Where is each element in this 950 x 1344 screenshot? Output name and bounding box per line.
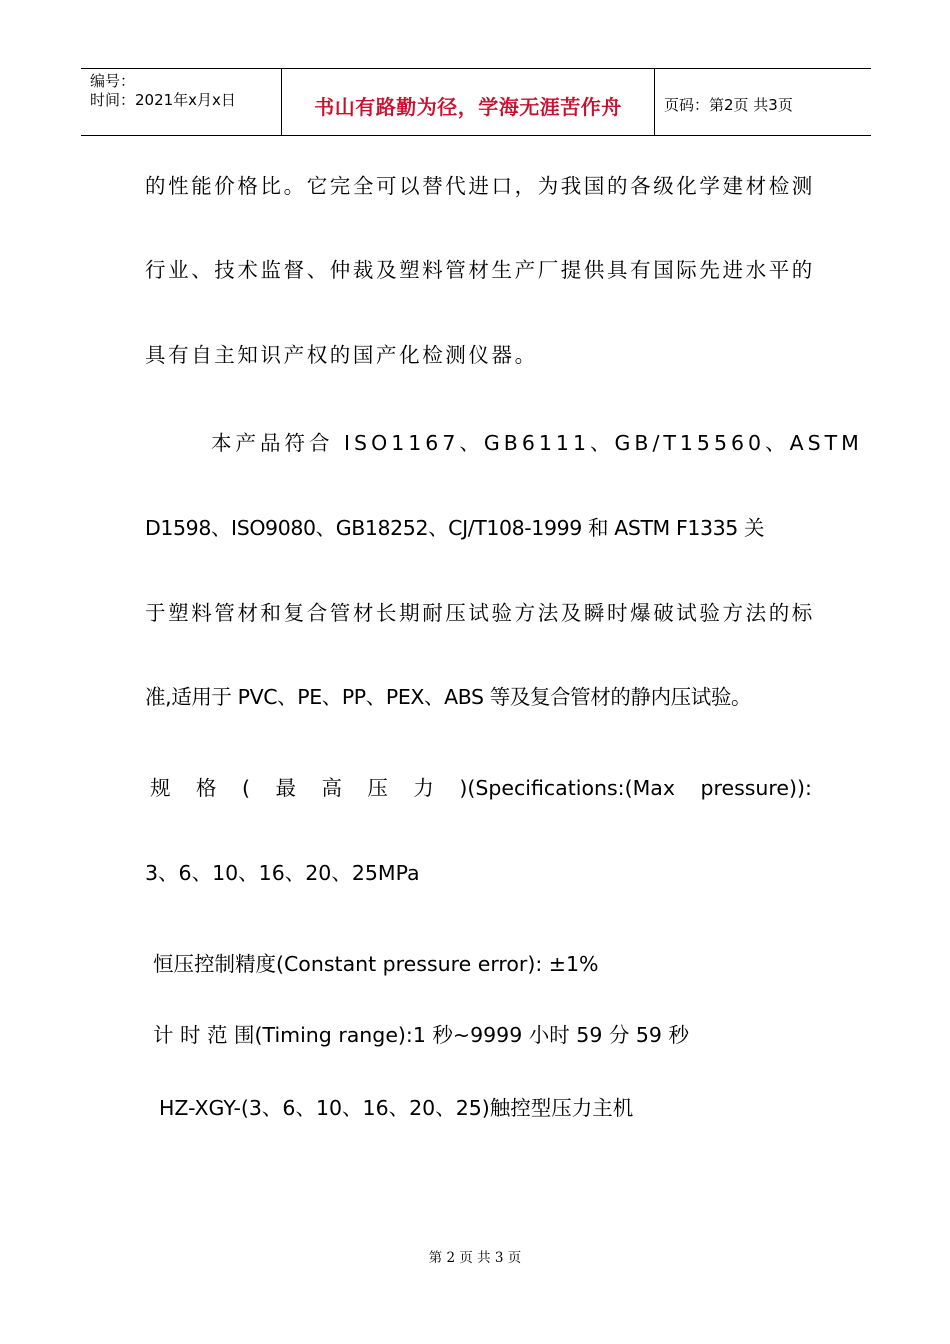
spec-part: ( xyxy=(241,776,250,800)
spec-values: 3、6、10、16、20、25MPa xyxy=(145,861,420,885)
model-line: HZ-XGY-(3、6、10、16、20、25)触控型压力主机 xyxy=(159,1096,634,1120)
spec-part: 高 xyxy=(321,776,342,800)
spec-part: 压 xyxy=(367,776,388,800)
spec-part: 力 xyxy=(413,776,434,800)
header-motto: 书山有路勤为径，学海无涯苦作舟 xyxy=(314,95,622,119)
body-line-7: 准,适用于 PVC、PE、PP、PEX、ABS 等及复合管材的静内压试验。 xyxy=(145,685,752,709)
body-line-3: 具有自主知识产权的国产化检测仪器。 xyxy=(145,343,538,367)
timing-range-line: 计 时 范 围(Timing range):1 秒~9999 小时 59 分 59 秒 xyxy=(153,1023,689,1047)
spec-part: 格 xyxy=(195,776,217,800)
body-line-2: 行业、技术监督、仲裁及塑料管材生产厂提供具有国际先进水平的 xyxy=(145,258,815,282)
body-line-4: 本产品符合 ISO1167、GB6111、GB/T15560、ASTM xyxy=(211,431,863,455)
header-motto-cell xyxy=(282,69,655,135)
page-footer: 第 2 页 共 3 页 xyxy=(428,1250,522,1266)
document-time-label: 时间：2021年x月x日 xyxy=(90,91,236,109)
spec-part: pressure)): xyxy=(700,776,812,800)
spec-line xyxy=(150,774,812,802)
pressure-error-line: 恒压控制精度(Constant pressure error): ±1% xyxy=(153,952,599,976)
body-line-5: D1598、ISO9080、GB18252、CJ/T108-1999 和 ASTM F1335 关 xyxy=(145,516,765,540)
document-number-label: 编号： xyxy=(90,72,136,90)
spec-part: 规 xyxy=(150,776,171,800)
header-page-cell xyxy=(655,69,871,135)
header-page-info: 页码：第2页 共3页 xyxy=(664,96,793,114)
spec-part: )(Specifications:(Max xyxy=(459,776,675,800)
spec-part: 最 xyxy=(275,776,296,800)
body-line-1: 的性能价格比。它完全可以替代进口，为我国的各级化学建材检测 xyxy=(145,174,815,198)
document-header xyxy=(81,68,871,136)
body-line-6: 于塑料管材和复合管材长期耐压试验方法及瞬时爆破试验方法的标 xyxy=(145,601,815,625)
header-meta-cell xyxy=(81,69,282,135)
